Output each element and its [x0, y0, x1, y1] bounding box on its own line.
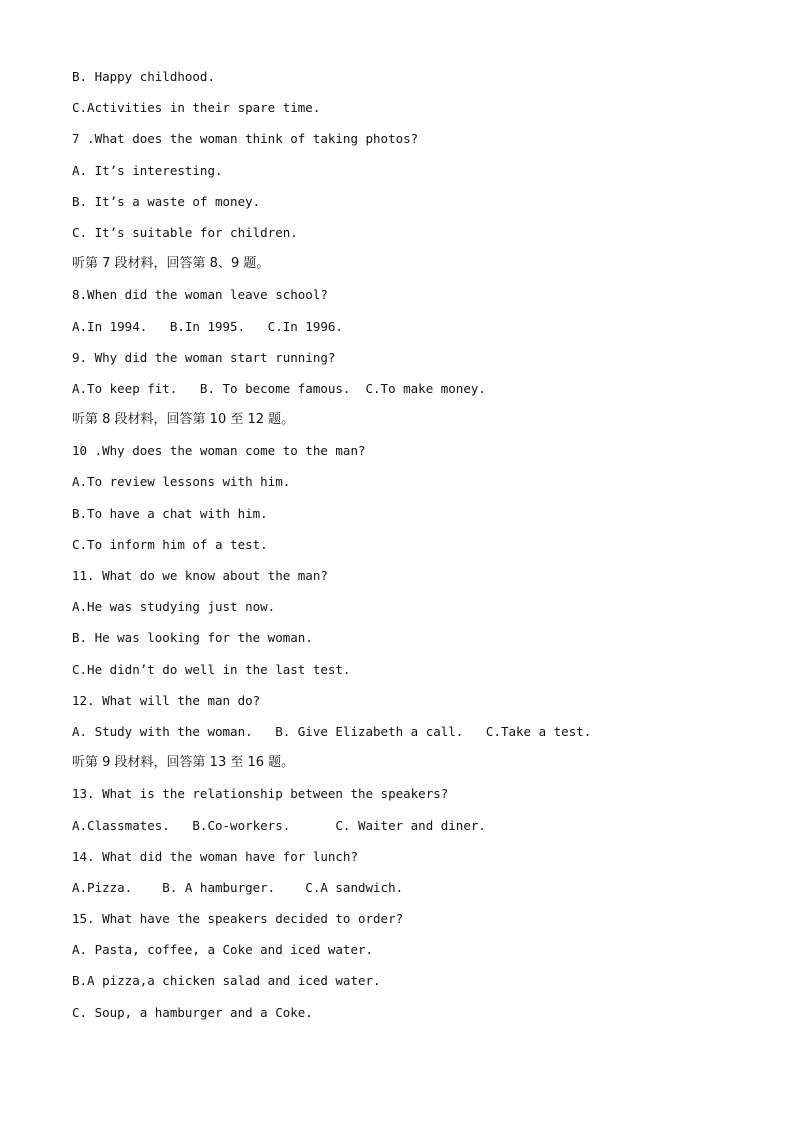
answer-option-line: A.To review lessons with him.	[72, 474, 291, 490]
answer-option-line: B.A pizza,a chicken salad and iced water.	[72, 973, 381, 989]
answer-option-line: C. It’s suitable for children.	[72, 224, 298, 240]
answer-option-line: A. It’s interesting.	[72, 162, 223, 178]
question-line: 15. What have the speakers decided to order?	[72, 911, 404, 927]
question-line: 14. What did the woman have for lunch?	[72, 848, 358, 864]
answer-option-line: C. Soup, a hamburger and a Coke.	[72, 1004, 313, 1020]
answer-option-line: B.To have a chat with him.	[72, 505, 268, 521]
answer-option-line: C.He didn’t do well in the last test.	[72, 661, 351, 677]
answer-option-line: B. It’s a waste of money.	[72, 193, 261, 209]
question-line: 12. What will the man do?	[72, 692, 261, 708]
answer-option-line: A.To keep fit. B. To become famous. C.To make money.	[72, 380, 486, 396]
answer-option-line: A.Pizza. B. A hamburger. C.A sandwich.	[72, 879, 404, 895]
section-instruction: 听第 7 段材料，回答第 8、9 题。	[72, 256, 270, 272]
answer-option-line: B. Happy childhood.	[72, 69, 215, 84]
answer-option-line: C.To inform him of a test.	[72, 536, 268, 552]
answer-option-line: A.In 1994. B.In 1995. C.In 1996.	[72, 318, 343, 334]
section-instruction: 听第 8 段材料，回答第 10 至 12 题。	[72, 412, 295, 428]
question-line: 13. What is the relationship between the speakers?	[72, 786, 449, 802]
answer-option-line: A.He was studying just now.	[72, 599, 276, 615]
exam-text-block	[72, 66, 752, 1033]
question-line: 11. What do we know about the man?	[72, 568, 328, 583]
question-line: 10 .Why does the woman come to the man?	[72, 443, 366, 459]
section-instruction: 听第 9 段材料，回答第 13 至 16 题。	[72, 755, 295, 771]
question-line: 7 .What does the woman think of taking photos?	[72, 131, 419, 147]
question-line: 9. Why did the woman start running?	[72, 349, 336, 365]
answer-option-line: C.Activities in their spare time.	[72, 100, 321, 116]
answer-option-line: A.Classmates. B.Co-workers. C. Waiter and diner.	[72, 817, 486, 833]
question-line: 8.When did the woman leave school?	[72, 287, 328, 303]
answer-option-line: A. Study with the woman. B. Give Elizabeth a call. C.Take a test.	[72, 723, 592, 739]
answer-option-line: B. He was looking for the woman.	[72, 630, 313, 646]
answer-option-line: A. Pasta, coffee, a Coke and iced water.	[72, 942, 374, 958]
